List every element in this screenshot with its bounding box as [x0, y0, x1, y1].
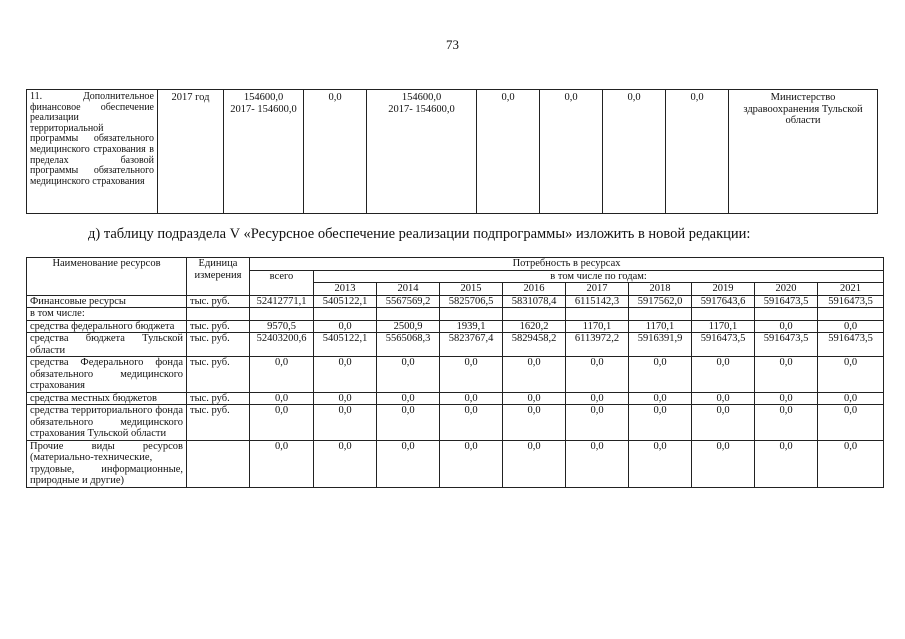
resource-value: 0,0: [440, 405, 503, 441]
measure-cell: 0,0: [304, 90, 367, 214]
resource-name: средства местных бюджетов: [27, 392, 187, 405]
resource-value: 0,0: [755, 440, 818, 487]
resource-value: 0,0: [629, 405, 692, 441]
measure-executor: Министерство здравоохранения Тульской области: [729, 90, 878, 214]
resource-name: Финансовые ресурсы: [27, 295, 187, 308]
resource-unit: [187, 308, 250, 321]
resource-value: 0,0: [503, 405, 566, 441]
resource-value: [692, 308, 755, 321]
resource-value: 0,0: [692, 357, 755, 393]
resource-value: 0,0: [503, 392, 566, 405]
year-header: 2018: [629, 283, 692, 296]
year-header: 2021: [818, 283, 884, 296]
resource-unit: тыс. руб.: [187, 357, 250, 393]
resource-value: 5916391,9: [629, 333, 692, 357]
header-by-years: в том числе по годам:: [314, 270, 884, 283]
year-header: 2016: [503, 283, 566, 296]
resource-value: 0,0: [818, 440, 884, 487]
resource-name: Прочие виды ресурсов (материально-технические, трудовые, информационные, природные и другие): [27, 440, 187, 487]
measure-name: 11. Дополнительное финансовое обеспечение реализации территориальной программы обязательного медицинского страхования в пределах базовой программы обязательного медицинского страхования: [27, 90, 158, 214]
measure-cell: 0,0: [666, 90, 729, 214]
resource-value: 0,0: [314, 405, 377, 441]
resource-value: 5917643,6: [692, 295, 755, 308]
resource-value: 0,0: [755, 357, 818, 393]
resource-value: 5823767,4: [440, 333, 503, 357]
measure-row: [27, 90, 878, 214]
resource-value: 0,0: [818, 405, 884, 441]
resource-value: 0,0: [629, 440, 692, 487]
resource-value: 0,0: [314, 320, 377, 333]
resource-value: 5565068,3: [377, 333, 440, 357]
measure-total: [224, 90, 304, 214]
header-row: [27, 258, 884, 271]
resource-value: 5831078,4: [503, 295, 566, 308]
resource-value: 1170,1: [629, 320, 692, 333]
resource-row: [27, 392, 884, 405]
resource-value: 0,0: [566, 405, 629, 441]
resource-value: 0,0: [755, 392, 818, 405]
resource-name: в том числе:: [27, 308, 187, 321]
year-header: 2014: [377, 283, 440, 296]
resource-value: 0,0: [755, 320, 818, 333]
measure-total-by-year: 2017- 154600,0: [230, 103, 297, 115]
resource-value: 1170,1: [566, 320, 629, 333]
resource-name: средства территориального фонда обязательного медицинского страхования Тульской области: [27, 405, 187, 441]
header-total: всего: [250, 270, 314, 295]
resource-value: 0,0: [818, 392, 884, 405]
resource-value: 5916473,5: [692, 333, 755, 357]
resource-unit: [187, 440, 250, 487]
measure-total-value: 154600,0: [243, 92, 284, 103]
resource-value: 5916473,5: [818, 295, 884, 308]
program-measure-table: [26, 89, 878, 214]
year-header: 2013: [314, 283, 377, 296]
resource-value: 0,0: [692, 440, 755, 487]
header-unit: Единица измерения: [187, 258, 250, 296]
resource-value: 0,0: [629, 392, 692, 405]
year-header: 2020: [755, 283, 818, 296]
page-number: 73: [446, 37, 459, 52]
measure-regional: [367, 90, 477, 214]
resource-value: 0,0: [440, 440, 503, 487]
resource-name: средства федерального бюджета: [27, 320, 187, 333]
resource-row: [27, 320, 884, 333]
measure-cell: 0,0: [477, 90, 540, 214]
resource-value: 0,0: [440, 357, 503, 393]
resource-value: [314, 308, 377, 321]
resource-value: 0,0: [314, 357, 377, 393]
resource-value: 0,0: [314, 440, 377, 487]
resource-row: [27, 308, 884, 321]
measure-regional-by-year: 2017- 154600,0: [388, 103, 455, 115]
measure-cell: 0,0: [540, 90, 603, 214]
resource-value: 5916473,5: [818, 333, 884, 357]
resource-value: 5916473,5: [755, 333, 818, 357]
year-header: 2015: [440, 283, 503, 296]
resource-value: [377, 308, 440, 321]
resource-value: 0,0: [692, 392, 755, 405]
resource-table: [26, 257, 884, 488]
resource-value: 0,0: [818, 320, 884, 333]
resource-value: 5405122,1: [314, 333, 377, 357]
resource-value: 5916473,5: [755, 295, 818, 308]
resource-unit: тыс. руб.: [187, 405, 250, 441]
resource-value: 0,0: [566, 440, 629, 487]
resource-value: 6115142,3: [566, 295, 629, 308]
year-header: 2019: [692, 283, 755, 296]
resource-row: [27, 357, 884, 393]
resource-value: 5405122,1: [314, 295, 377, 308]
header-name: Наименование ресурсов: [27, 258, 187, 296]
resource-value: 0,0: [377, 440, 440, 487]
resource-value: 0,0: [818, 357, 884, 393]
resource-name: средства бюджета Тульской области: [27, 333, 187, 357]
resource-value: 0,0: [250, 392, 314, 405]
resource-value: 0,0: [377, 392, 440, 405]
intro-text: д) таблицу подраздела V «Ресурсное обеспечение реализации подпрограммы» изложить в новой редакции:: [88, 226, 751, 242]
resource-value: [440, 308, 503, 321]
resource-row: [27, 440, 884, 487]
year-header: 2017: [566, 283, 629, 296]
resource-value: 5567569,2: [377, 295, 440, 308]
resource-unit: тыс. руб.: [187, 320, 250, 333]
resource-value: 0,0: [755, 405, 818, 441]
resource-value: 0,0: [566, 357, 629, 393]
resource-value: 6113972,2: [566, 333, 629, 357]
header-need: Потребность в ресурсах: [250, 258, 884, 271]
resource-value: 0,0: [440, 392, 503, 405]
resource-value: [503, 308, 566, 321]
resource-value: 0,0: [692, 405, 755, 441]
resource-value: 0,0: [377, 405, 440, 441]
resource-value: [250, 308, 314, 321]
resource-value: 0,0: [503, 440, 566, 487]
resource-unit: тыс. руб.: [187, 392, 250, 405]
resource-unit: тыс. руб.: [187, 295, 250, 308]
resource-value: 2500,9: [377, 320, 440, 333]
resource-value: [566, 308, 629, 321]
resource-value: [629, 308, 692, 321]
resource-value: 0,0: [503, 357, 566, 393]
resource-value: 0,0: [377, 357, 440, 393]
resource-value: 1939,1: [440, 320, 503, 333]
resource-value: 5917562,0: [629, 295, 692, 308]
resource-value: 1620,2: [503, 320, 566, 333]
measure-regional-value: 154600,0: [401, 92, 442, 103]
resource-value: 52412771,1: [250, 295, 314, 308]
resource-value: 9570,5: [250, 320, 314, 333]
resource-value: 0,0: [629, 357, 692, 393]
resource-value: 0,0: [250, 357, 314, 393]
measure-period: 2017 год: [158, 90, 224, 214]
resource-unit: тыс. руб.: [187, 333, 250, 357]
resource-name: средства Федерального фонда обязательного медицинского страхования: [27, 357, 187, 393]
resource-value: 1170,1: [692, 320, 755, 333]
resource-value: 0,0: [250, 440, 314, 487]
resource-row: [27, 333, 884, 357]
resource-value: 5825706,5: [440, 295, 503, 308]
measure-cell: 0,0: [603, 90, 666, 214]
resource-value: [818, 308, 884, 321]
resource-value: 0,0: [566, 392, 629, 405]
resource-value: 0,0: [250, 405, 314, 441]
resource-row: [27, 295, 884, 308]
resource-value: 0,0: [314, 392, 377, 405]
resource-value: [755, 308, 818, 321]
resource-row: [27, 405, 884, 441]
resource-value: 52403200,6: [250, 333, 314, 357]
resource-value: 5829458,2: [503, 333, 566, 357]
